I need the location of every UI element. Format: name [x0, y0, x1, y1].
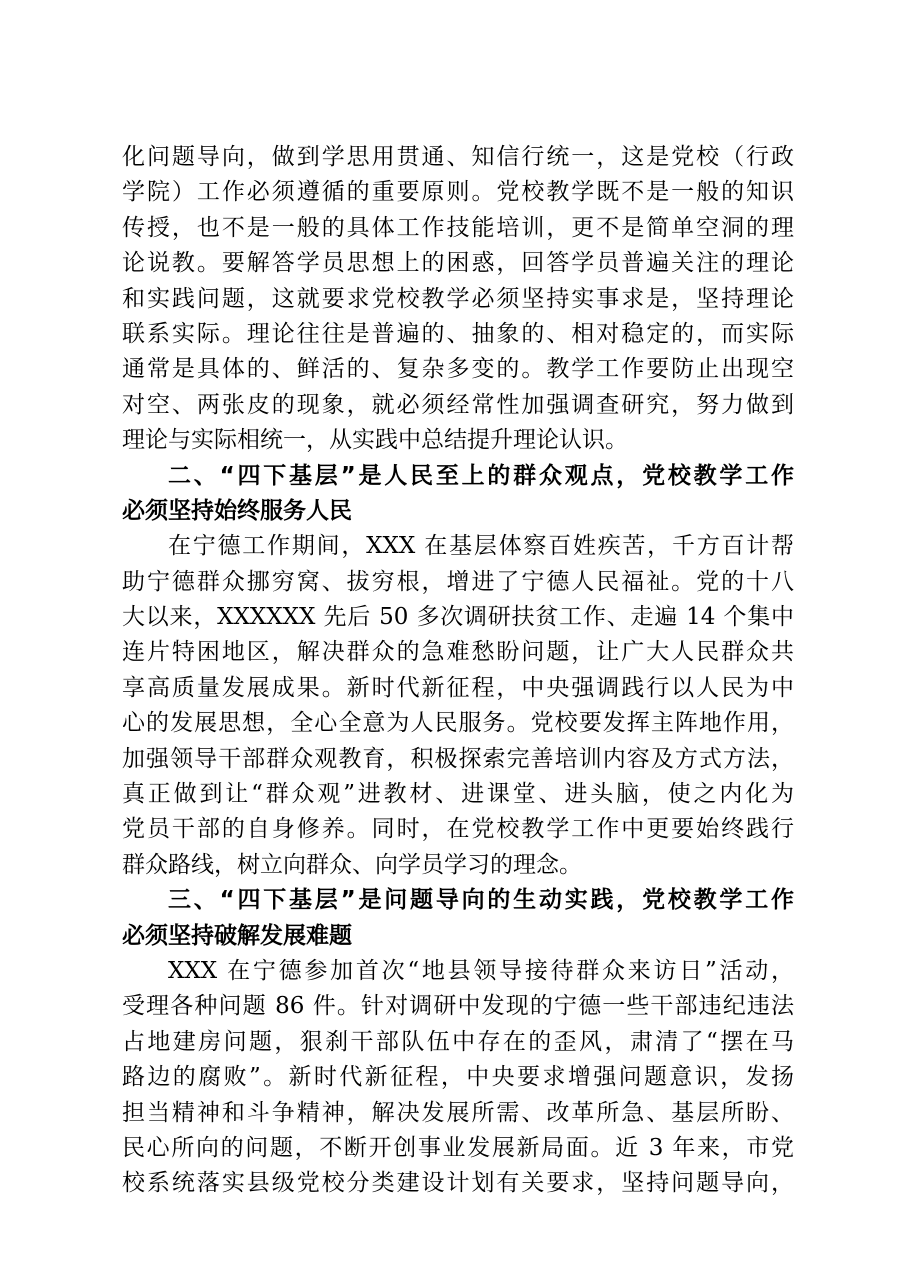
- text-line: 对空、两张皮的现象，就必须经常性加强调查研究，努力做到: [122, 391, 794, 418]
- heading-line: 必须坚持破解发展难题: [122, 922, 352, 949]
- paragraph-section-3: [122, 954, 794, 1202]
- text-line: 大以来，XXXXXX 先后 50 多次调研扶贫工作、走遍 14 个集中: [122, 604, 794, 631]
- section-heading-3: [122, 883, 794, 954]
- text-line: 心的发展思想，全心全意为人民服务。党校要发挥主阵地作用，: [122, 710, 794, 737]
- text-line: 真正做到让“群众观”进教材、进课堂、进头脑，使之内化为: [122, 781, 794, 808]
- text-line: 和实践问题，这就要求党校教学必须坚持实事求是，坚持理论: [122, 285, 794, 312]
- text-line: 民心所向的问题，不断开创事业发展新局面。近 3 年来，市党: [122, 1134, 794, 1161]
- section-heading-2: [122, 459, 794, 530]
- text-line: 占地建房问题，狠刹干部队伍中存在的歪风，肃清了“摆在马: [122, 1028, 794, 1055]
- text-line: 加强领导干部群众观教育，积极探索完善培训内容及方式方法，: [122, 745, 794, 772]
- text-line: 助宁德群众挪穷窝、拔穷根，增进了宁德人民福祉。党的十八: [122, 568, 794, 595]
- text-line: 传授，也不是一般的具体工作技能培训，更不是简单空洞的理: [122, 214, 794, 241]
- text-line: 校系统落实县级党校分类建设计划有关要求，坚持问题导向，: [122, 1170, 794, 1197]
- text-line: 理论与实际相统一，从实践中总结提升理论认识。: [122, 427, 628, 454]
- text-line: 党员干部的自身修养。同时，在党校教学工作中更要始终践行: [122, 816, 794, 843]
- text-line: 受理各种问题 86 件。针对调研中发现的宁德一些干部违纪违法: [122, 993, 794, 1020]
- text-line: 享高质量发展成果。新时代新征程，中央强调践行以人民为中: [122, 674, 794, 701]
- text-line: 联系实际。理论往往是普遍的、抽象的、相对稳定的，而实际: [122, 320, 794, 347]
- text-line: 担当精神和斗争精神，解决发展所需、改革所急、基层所盼、: [122, 1099, 794, 1126]
- paragraph-continuation: [122, 140, 794, 459]
- text-line: 连片特困地区，解决群众的急难愁盼问题，让广大人民群众共: [122, 639, 794, 666]
- document-page: [122, 140, 794, 1202]
- heading-line: 三、“四下基层”是问题导向的生动实践，党校教学工作: [168, 887, 794, 914]
- text-line: 通常是具体的、鲜活的、复杂多变的。教学工作要防止出现空: [122, 356, 794, 383]
- text-line: 化问题导向，做到学思用贯通、知信行统一，这是党校（行政: [122, 144, 794, 170]
- heading-line: 二、“四下基层”是人民至上的群众观点，党校教学工作: [168, 462, 794, 489]
- text-line: 论说教。要解答学员思想上的困惑，回答学员普遍关注的理论: [122, 250, 794, 277]
- text-line: 路边的腐败”。新时代新征程，中央要求增强问题意识，发扬: [122, 1064, 794, 1091]
- heading-line: 必须坚持始终服务人民: [122, 497, 352, 524]
- text-line: 群众路线，树立向群众、向学员学习的理念。: [122, 851, 582, 878]
- text-line: 学院）工作必须遵循的重要原则。党校教学既不是一般的知识: [122, 179, 794, 206]
- text-line: 在宁德工作期间，XXX 在基层体察百姓疾苦，千方百计帮: [168, 533, 794, 560]
- paragraph-section-2: [122, 529, 794, 883]
- text-line: XXX 在宁德参加首次“地县领导接待群众来访日”活动，: [168, 957, 794, 984]
